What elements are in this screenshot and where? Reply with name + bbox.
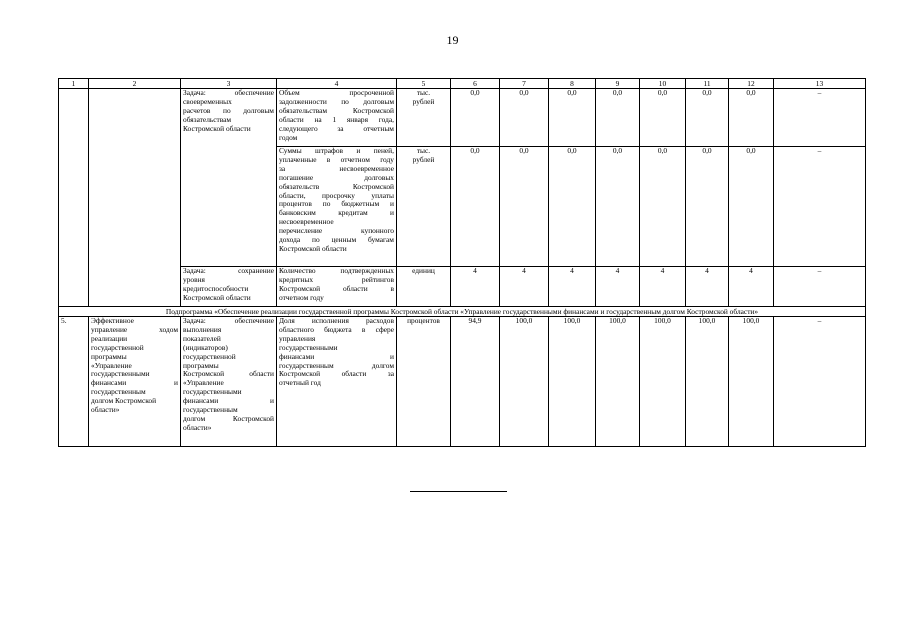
value-cell: 94,9	[451, 317, 500, 447]
task-cell: Задача: обеспечение своевременных расчетов по долговым обязательствам Костромской области	[181, 89, 277, 267]
table-row	[59, 89, 866, 147]
indicator-cell: Доля исполнения расходов областного бюджета в сфере управления государственными финансами и государственным долгом Костромской области за отчетный год	[277, 317, 397, 447]
col-header: 4	[277, 79, 397, 89]
value-cell: 0,0	[686, 89, 729, 147]
value-cell: 4	[729, 267, 774, 307]
value-cell: 100,0	[596, 317, 640, 447]
col-header: 5	[397, 79, 451, 89]
col-header: 11	[686, 79, 729, 89]
value-cell: 0,0	[549, 147, 596, 267]
col-header: 3	[181, 79, 277, 89]
value-cell: 0,0	[451, 89, 500, 147]
subprogram-row	[59, 307, 866, 317]
separator-line	[410, 491, 507, 492]
table-row	[59, 267, 866, 307]
value-cell: 0,0	[596, 89, 640, 147]
program-name-cell	[89, 89, 181, 307]
num-cell	[59, 89, 89, 307]
note-cell: –	[774, 317, 866, 447]
value-cell: 100,0	[500, 317, 549, 447]
col-header: 1	[59, 79, 89, 89]
unit-cell: тыс. рублей	[397, 147, 451, 267]
task-cell: Задача: сохранение уровня кредитоспособности Костромской области	[181, 267, 277, 307]
indicator-cell: Суммы штрафов и пеней, уплаченные в отчетном году за несвоевременное погашение долговых обязательств Костромской области, просрочку уплаты процентов по бюджетным и банковским кредитам и несвоевременное перечисление купонного дохода по ценным бумагам Костромской области	[277, 147, 397, 267]
page-number: 19	[446, 33, 459, 47]
value-cell: 4	[686, 267, 729, 307]
col-header: 9	[596, 79, 640, 89]
value-cell: 0,0	[549, 89, 596, 147]
note-cell: –	[774, 147, 866, 267]
value-cell: 100,0	[686, 317, 729, 447]
indicator-cell: Количество подтвержденных кредитных рейтингов Костромской области в отчетном году	[277, 267, 397, 307]
col-header: 7	[500, 79, 549, 89]
unit-cell: тыс. рублей	[397, 89, 451, 147]
note-cell: –	[774, 89, 866, 147]
value-cell: 4	[500, 267, 549, 307]
value-cell: 100,0	[729, 317, 774, 447]
value-cell: 4	[549, 267, 596, 307]
value-cell: 0,0	[729, 147, 774, 267]
value-cell: 4	[451, 267, 500, 307]
note-cell: –	[774, 267, 866, 307]
value-cell: 100,0	[549, 317, 596, 447]
num-cell: 5.	[59, 317, 89, 447]
col-header: 6	[451, 79, 500, 89]
value-cell: 0,0	[500, 89, 549, 147]
col-header: 8	[549, 79, 596, 89]
indicator-cell: Объем просроченной задолженности по долговым обязательствам Костромской области на 1 января года, следующего за отчетным годом	[277, 89, 397, 147]
value-cell: 100,0	[640, 317, 686, 447]
header-row	[59, 79, 866, 89]
col-header: 12	[729, 79, 774, 89]
subprogram-title: Подпрограмма «Обеспечение реализации государственной программы Костромской области «Управление государственными финансами и государственным долгом Костромской области»	[59, 307, 866, 317]
value-cell: 0,0	[640, 147, 686, 267]
program-name-cell: Эффективное управление ходом реализации государственной программы «Управление государственными финансами и государственным долгом Костромской области»	[89, 317, 181, 447]
unit-cell: единиц	[397, 267, 451, 307]
value-cell: 4	[640, 267, 686, 307]
value-cell: 0,0	[596, 147, 640, 267]
value-cell: 0,0	[500, 147, 549, 267]
col-header: 10	[640, 79, 686, 89]
value-cell: 0,0	[451, 147, 500, 267]
unit-cell: процентов	[397, 317, 451, 447]
table-row	[59, 317, 866, 447]
value-cell: 4	[596, 267, 640, 307]
col-header: 2	[89, 79, 181, 89]
value-cell: 0,0	[686, 147, 729, 267]
value-cell: 0,0	[640, 89, 686, 147]
col-header: 13	[774, 79, 866, 89]
value-cell: 0,0	[729, 89, 774, 147]
indicator-table	[58, 78, 866, 447]
task-cell: Задача: обеспечение выполнения показателей (индикаторов) государственной программы Костромской области «Управление государственными финансами и государственным долгом Костромской области»	[181, 317, 277, 447]
